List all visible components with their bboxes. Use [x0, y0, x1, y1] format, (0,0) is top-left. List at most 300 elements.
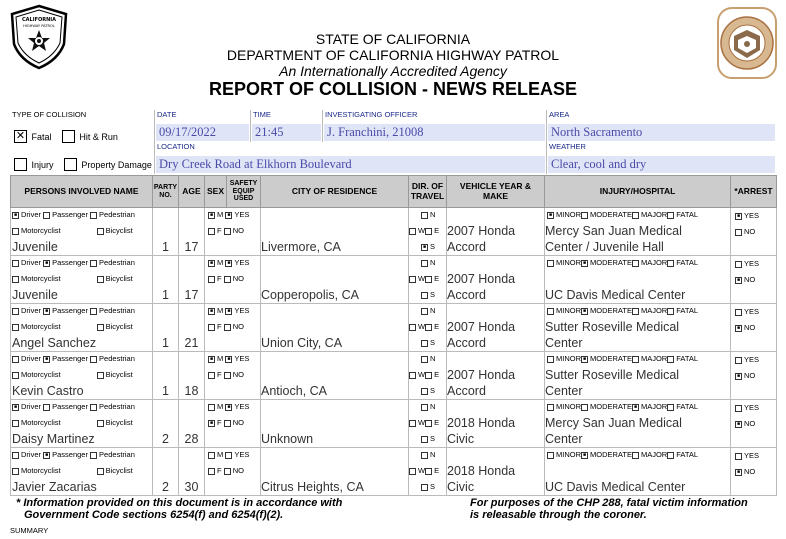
arrest-yes-label: YES: [744, 211, 760, 220]
persons-cell: [11, 256, 153, 304]
motorcyclist-label: Motorcyclist: [21, 274, 61, 283]
arrest-yes-checkbox[interactable]: [735, 261, 742, 268]
bicyclist-label: Bicyclist: [105, 226, 133, 235]
vehicle-cell: [447, 400, 545, 448]
vehicle-cell: [447, 448, 545, 496]
injury-fatal-label: FATAL: [676, 354, 699, 363]
arrest-no-checkbox[interactable]: [735, 421, 742, 428]
person-age: 28: [184, 432, 199, 446]
injury-minor-label: MINOR: [556, 354, 581, 363]
vehicle-model: Accord: [447, 240, 486, 254]
party-cell: [153, 208, 179, 256]
age-cell: [179, 256, 205, 304]
dir-w-checkbox[interactable]: [409, 324, 416, 331]
dir-w-label: W: [418, 274, 426, 283]
injury-major-checkbox[interactable]: [632, 212, 639, 219]
location-value: Dry Creek Road at Elkhorn Boulevard: [156, 156, 545, 173]
city-of-residence: Unknown: [261, 432, 314, 446]
svg-text:CALIFORNIA: CALIFORNIA: [21, 17, 57, 23]
vehicle-cell: [447, 304, 545, 352]
persons-cell: [11, 400, 153, 448]
arrest-yes-label: YES: [744, 451, 760, 460]
dir-n-checkbox[interactable]: [421, 212, 428, 219]
arrest-yes-checkbox[interactable]: [735, 453, 742, 460]
injury-major-checkbox[interactable]: [632, 452, 639, 459]
vehicle-year: 2007 Honda: [447, 368, 516, 382]
driver-checkbox[interactable]: [12, 212, 19, 219]
residence-cell: [261, 448, 409, 496]
sex-m-label: M: [217, 402, 224, 411]
sex-m-checkbox[interactable]: [208, 356, 215, 363]
safety-no-checkbox[interactable]: [224, 276, 231, 283]
injury-major-label: MAJOR: [640, 450, 668, 459]
injury-moderate-label: MODERATE: [590, 402, 632, 411]
dir-cell: [409, 256, 447, 304]
hospital-line2: Center: [545, 336, 583, 350]
injury-fatal-label: FATAL: [676, 450, 699, 459]
city-of-residence: Union City, CA: [261, 336, 343, 350]
injury-fatal-label: FATAL: [676, 258, 699, 267]
safety-no-checkbox[interactable]: [224, 468, 231, 475]
location-field[interactable]: [154, 142, 546, 174]
vehicle-cell: [447, 208, 545, 256]
sex-m-label: M: [217, 258, 224, 267]
sex-m-checkbox[interactable]: [208, 260, 215, 267]
party-number: 1: [162, 336, 169, 350]
pedestrian-checkbox[interactable]: [90, 452, 97, 459]
injury-major-checkbox[interactable]: [632, 404, 639, 411]
pedestrian-checkbox[interactable]: [90, 260, 97, 267]
dir-s-checkbox[interactable]: [421, 292, 428, 299]
dir-w-label: W: [418, 418, 426, 427]
safety-yes-label: YES: [234, 306, 250, 315]
dir-w-label: W: [418, 226, 426, 235]
injury-major-label: MAJOR: [640, 210, 668, 219]
sex-f-checkbox[interactable]: [208, 228, 215, 235]
party-number: 2: [162, 432, 169, 446]
safety-no-checkbox[interactable]: [224, 324, 231, 331]
weather-field[interactable]: [546, 142, 776, 174]
city-of-residence: Copperopolis, CA: [261, 288, 359, 302]
dir-n-checkbox[interactable]: [421, 308, 428, 315]
injury-minor-checkbox[interactable]: [547, 452, 554, 459]
motorcyclist-checkbox[interactable]: [12, 276, 19, 283]
arrest-yes-checkbox[interactable]: [735, 357, 742, 364]
passenger-label: Passenger: [52, 210, 88, 219]
property-damage-checkbox[interactable]: [64, 158, 77, 171]
vehicle-cell: [447, 352, 545, 400]
property-damage-label: Property Damage: [81, 159, 152, 170]
safety-yes-checkbox[interactable]: [225, 260, 232, 267]
dir-e-checkbox[interactable]: [425, 228, 432, 235]
bicyclist-checkbox[interactable]: [97, 276, 104, 283]
dir-s-checkbox[interactable]: [421, 436, 428, 443]
vehicle-year: 2018 Honda: [447, 464, 516, 478]
arrest-yes-checkbox[interactable]: [735, 213, 742, 220]
dir-n-checkbox[interactable]: [421, 356, 428, 363]
city-of-residence: Citrus Heights, CA: [261, 480, 364, 494]
driver-checkbox[interactable]: [12, 356, 19, 363]
safety-no-checkbox[interactable]: [224, 228, 231, 235]
arrest-no-checkbox[interactable]: [735, 277, 742, 284]
injury-moderate-checkbox[interactable]: [581, 356, 588, 363]
dir-n-checkbox[interactable]: [421, 260, 428, 267]
injury-major-checkbox[interactable]: [632, 308, 639, 315]
injury-fatal-checkbox[interactable]: [667, 308, 674, 315]
party-number: 1: [162, 384, 169, 398]
time-label: TIME: [253, 110, 271, 119]
dir-e-checkbox[interactable]: [425, 372, 432, 379]
table-row: [11, 256, 777, 304]
injury-minor-checkbox[interactable]: [547, 356, 554, 363]
arrest-no-label: NO: [744, 323, 756, 332]
col-arrest: *ARREST: [731, 176, 777, 208]
col-safety: SAFETY EQUIP USED: [227, 176, 261, 208]
injury-major-checkbox[interactable]: [632, 356, 639, 363]
injury-major-label: MAJOR: [640, 258, 668, 267]
injury-minor-checkbox[interactable]: [547, 404, 554, 411]
dir-s-label: S: [430, 482, 436, 491]
dir-w-label: W: [418, 466, 426, 475]
sex-m-checkbox[interactable]: [208, 404, 215, 411]
dir-s-checkbox[interactable]: [421, 484, 428, 491]
date-value: 09/17/2022: [156, 124, 249, 141]
injury-moderate-checkbox[interactable]: [581, 260, 588, 267]
investigating-officer-field[interactable]: [322, 110, 546, 142]
arrest-no-label: NO: [744, 371, 756, 380]
footer-left-line1: * Information provided on this document is in accordance with: [16, 497, 343, 509]
persons-cell: [11, 304, 153, 352]
arrest-cell: [731, 304, 777, 352]
bicyclist-checkbox[interactable]: [97, 228, 104, 235]
party-cell: [153, 352, 179, 400]
footer-disclaimer-right: [470, 497, 748, 521]
injury-minor-label: MINOR: [556, 306, 581, 315]
dir-w-checkbox[interactable]: [409, 276, 416, 283]
bicyclist-label: Bicyclist: [105, 322, 133, 331]
driver-checkbox[interactable]: [12, 452, 19, 459]
hospital-line2: UC Davis Medical Center: [545, 480, 686, 494]
hospital-line2: Center: [545, 384, 583, 398]
sex-m-label: M: [217, 450, 224, 459]
sex-f-label: F: [217, 466, 222, 475]
injury-moderate-checkbox[interactable]: [581, 308, 588, 315]
bicyclist-checkbox[interactable]: [97, 372, 104, 379]
sex-safety-cell: [205, 304, 261, 352]
injury-fatal-checkbox[interactable]: [667, 260, 674, 267]
summary-label: SUMMARY: [10, 526, 49, 535]
time-field[interactable]: [250, 110, 322, 142]
passenger-label: Passenger: [52, 354, 88, 363]
person-age: 17: [184, 288, 199, 302]
weather-value: Clear, cool and dry: [548, 156, 775, 173]
injury-minor-checkbox[interactable]: [547, 308, 554, 315]
arrest-yes-checkbox[interactable]: [735, 309, 742, 316]
col-age: AGE: [179, 176, 205, 208]
sex-m-label: M: [217, 306, 224, 315]
driver-checkbox[interactable]: [12, 308, 19, 315]
table-row: [11, 352, 777, 400]
motorcyclist-checkbox[interactable]: [12, 324, 19, 331]
arrest-yes-checkbox[interactable]: [735, 405, 742, 412]
passenger-checkbox[interactable]: [43, 404, 50, 411]
driver-label: Driver: [21, 210, 41, 219]
motorcyclist-checkbox[interactable]: [12, 228, 19, 235]
vehicle-model: Accord: [447, 288, 486, 302]
area-value: North Sacramento: [548, 124, 775, 141]
driver-checkbox[interactable]: [12, 404, 19, 411]
persons-cell: [11, 448, 153, 496]
vehicle-year: 2018 Honda: [447, 416, 516, 430]
sex-f-checkbox[interactable]: [208, 420, 215, 427]
dir-cell: [409, 448, 447, 496]
arrest-cell: [731, 448, 777, 496]
sex-f-label: F: [217, 226, 222, 235]
age-cell: [179, 448, 205, 496]
passenger-checkbox[interactable]: [43, 356, 50, 363]
arrest-yes-label: YES: [744, 307, 760, 316]
table-row: [11, 400, 777, 448]
footer-right-line2: is releasable through the coroner.: [470, 509, 647, 521]
motorcyclist-label: Motorcyclist: [21, 370, 61, 379]
hospital-line1: Sutter Roseville Medical: [545, 320, 680, 334]
safety-yes-checkbox[interactable]: [225, 404, 232, 411]
injury-minor-label: MINOR: [556, 402, 581, 411]
sex-f-label: F: [217, 322, 222, 331]
vehicle-year: 2007 Honda: [447, 272, 516, 286]
dir-w-label: W: [418, 322, 426, 331]
motorcyclist-checkbox[interactable]: [12, 420, 19, 427]
passenger-checkbox[interactable]: [43, 212, 50, 219]
safety-no-label: NO: [232, 274, 244, 283]
injury-moderate-label: MODERATE: [590, 258, 632, 267]
driver-checkbox[interactable]: [12, 260, 19, 267]
injury-moderate-label: MODERATE: [590, 450, 632, 459]
dir-w-checkbox[interactable]: [409, 372, 416, 379]
motorcyclist-label: Motorcyclist: [21, 418, 61, 427]
hit-and-run-checkbox[interactable]: [62, 130, 75, 143]
injury-major-label: MAJOR: [640, 306, 668, 315]
dir-n-label: N: [430, 450, 436, 459]
vehicle-model: Civic: [447, 480, 475, 494]
arrest-no-checkbox[interactable]: [735, 325, 742, 332]
injury-moderate-label: MODERATE: [590, 306, 632, 315]
report-header: [0, 0, 786, 108]
sex-m-checkbox[interactable]: [208, 452, 215, 459]
sex-f-label: F: [217, 418, 222, 427]
injury-cell: [545, 304, 731, 352]
injury-major-label: MAJOR: [640, 354, 668, 363]
injury-minor-checkbox[interactable]: [547, 212, 554, 219]
sex-f-label: F: [217, 370, 222, 379]
person-name: Juvenile: [12, 240, 58, 254]
location-label: LOCATION: [157, 142, 195, 151]
safety-no-label: NO: [232, 418, 244, 427]
vehicle-cell: [447, 256, 545, 304]
hospital-line1: Mercy San Juan Medical: [545, 416, 682, 430]
agency-tagline: An Internationally Accredited Agency: [279, 63, 507, 79]
dir-n-label: N: [430, 354, 436, 363]
dir-e-checkbox[interactable]: [425, 420, 432, 427]
dir-w-checkbox[interactable]: [409, 420, 416, 427]
bicyclist-label: Bicyclist: [105, 370, 133, 379]
arrest-cell: [731, 352, 777, 400]
dir-e-checkbox[interactable]: [425, 468, 432, 475]
dir-cell: [409, 208, 447, 256]
dir-n-label: N: [430, 210, 436, 219]
residence-cell: [261, 208, 409, 256]
dir-n-checkbox[interactable]: [421, 404, 428, 411]
age-cell: [179, 208, 205, 256]
dir-s-checkbox[interactable]: [421, 388, 428, 395]
fatal-checkbox[interactable]: ✕: [15, 130, 26, 143]
pedestrian-label: Pedestrian: [99, 210, 135, 219]
injury-moderate-checkbox[interactable]: [581, 404, 588, 411]
motorcyclist-checkbox[interactable]: [12, 468, 19, 475]
department-name: DEPARTMENT OF CALIFORNIA HIGHWAY PATROL: [226, 47, 560, 63]
dir-cell: [409, 304, 447, 352]
arrest-no-label: NO: [744, 419, 756, 428]
bicyclist-checkbox[interactable]: [97, 324, 104, 331]
motorcyclist-label: Motorcyclist: [21, 322, 61, 331]
dir-e-label: E: [434, 370, 440, 379]
injury-cell: [545, 448, 731, 496]
injury-cell: [545, 208, 731, 256]
passenger-label: Passenger: [52, 450, 88, 459]
area-field[interactable]: [546, 110, 776, 142]
sex-f-checkbox[interactable]: [208, 276, 215, 283]
arrest-no-label: NO: [744, 467, 756, 476]
passenger-checkbox[interactable]: [43, 308, 50, 315]
party-cell: [153, 448, 179, 496]
person-name: Kevin Castro: [12, 384, 84, 398]
dir-n-label: N: [430, 306, 436, 315]
person-name: Daisy Martinez: [12, 432, 95, 446]
motorcyclist-label: Motorcyclist: [21, 466, 61, 475]
hospital-line1: Mercy San Juan Medical: [545, 224, 682, 238]
table-row: [11, 208, 777, 256]
dir-e-checkbox[interactable]: [425, 324, 432, 331]
safety-no-checkbox[interactable]: [224, 372, 231, 379]
dir-w-checkbox[interactable]: [409, 468, 416, 475]
injury-minor-label: MINOR: [556, 450, 581, 459]
arrest-yes-label: YES: [744, 259, 760, 268]
dir-s-label: S: [430, 338, 436, 347]
injury-fatal-checkbox[interactable]: [667, 212, 674, 219]
safety-yes-checkbox[interactable]: [225, 356, 232, 363]
injury-major-label: MAJOR: [640, 402, 668, 411]
passenger-checkbox[interactable]: [43, 452, 50, 459]
arrest-cell: [731, 256, 777, 304]
injury-cell: [545, 256, 731, 304]
residence-cell: [261, 400, 409, 448]
pedestrian-checkbox[interactable]: [90, 356, 97, 363]
dir-e-label: E: [434, 322, 440, 331]
dir-s-checkbox[interactable]: [421, 244, 428, 251]
driver-label: Driver: [21, 258, 41, 267]
dir-s-checkbox[interactable]: [421, 340, 428, 347]
party-cell: [153, 400, 179, 448]
motorcyclist-checkbox[interactable]: [12, 372, 19, 379]
date-field[interactable]: [154, 110, 250, 142]
injury-minor-label: MINOR: [556, 210, 581, 219]
dir-n-checkbox[interactable]: [421, 452, 428, 459]
sex-f-checkbox[interactable]: [208, 324, 215, 331]
injury-minor-label: MINOR: [556, 258, 581, 267]
passenger-checkbox[interactable]: [43, 260, 50, 267]
sex-m-checkbox[interactable]: [208, 212, 215, 219]
pedestrian-checkbox[interactable]: [90, 212, 97, 219]
injury-minor-checkbox[interactable]: [547, 260, 554, 267]
sex-f-checkbox[interactable]: [208, 468, 215, 475]
arrest-no-checkbox[interactable]: [735, 229, 742, 236]
table-row: [11, 304, 777, 352]
hospital-line2: Center: [545, 432, 583, 446]
dir-e-checkbox[interactable]: [425, 276, 432, 283]
safety-no-checkbox[interactable]: [224, 420, 231, 427]
safety-yes-checkbox[interactable]: [225, 212, 232, 219]
injury-fatal-checkbox[interactable]: [667, 356, 674, 363]
safety-no-label: NO: [232, 466, 244, 475]
arrest-no-label: NO: [744, 275, 756, 284]
injury-moderate-checkbox[interactable]: [581, 212, 588, 219]
safety-yes-checkbox[interactable]: [225, 452, 232, 459]
safety-no-label: NO: [232, 226, 244, 235]
pedestrian-checkbox[interactable]: [90, 404, 97, 411]
sex-f-checkbox[interactable]: [208, 372, 215, 379]
injury-cell: [545, 400, 731, 448]
party-number: 2: [162, 480, 169, 494]
arrest-no-checkbox[interactable]: [735, 469, 742, 476]
safety-yes-label: YES: [234, 402, 250, 411]
dir-s-label: S: [430, 434, 436, 443]
footer-right-line1: For purposes of the CHP 288, fatal victim information: [470, 497, 748, 509]
persons-cell: [11, 352, 153, 400]
pedestrian-label: Pedestrian: [99, 306, 135, 315]
arrest-no-checkbox[interactable]: [735, 373, 742, 380]
type-of-collision-label: TYPE OF COLLISION: [12, 110, 87, 119]
pedestrian-checkbox[interactable]: [90, 308, 97, 315]
injury-checkbox[interactable]: [14, 158, 27, 171]
dir-cell: [409, 352, 447, 400]
col-persons: PERSONS INVOLVED NAME: [11, 176, 153, 208]
injury-fatal-checkbox[interactable]: [667, 404, 674, 411]
arrest-no-label: NO: [744, 227, 756, 236]
bicyclist-label: Bicyclist: [105, 418, 133, 427]
injury-moderate-checkbox[interactable]: [581, 452, 588, 459]
person-name: Juvenile: [12, 288, 58, 302]
sex-f-label: F: [217, 274, 222, 283]
safety-no-label: NO: [232, 322, 244, 331]
injury-fatal-label: FATAL: [676, 402, 699, 411]
sex-m-checkbox[interactable]: [208, 308, 215, 315]
age-cell: [179, 400, 205, 448]
injury-major-checkbox[interactable]: [632, 260, 639, 267]
arrest-cell: [731, 400, 777, 448]
col-sex: SEX: [205, 176, 227, 208]
injury-fatal-label: FATAL: [676, 306, 699, 315]
svg-text:HIGHWAY PATROL: HIGHWAY PATROL: [23, 24, 55, 28]
arrest-yes-label: YES: [744, 355, 760, 364]
injury-fatal-checkbox[interactable]: [667, 452, 674, 459]
incident-info-grid: [10, 110, 776, 174]
bicyclist-checkbox[interactable]: [97, 420, 104, 427]
dir-w-checkbox[interactable]: [409, 228, 416, 235]
bicyclist-checkbox[interactable]: [97, 468, 104, 475]
type-of-collision: [10, 110, 154, 174]
bicyclist-label: Bicyclist: [105, 274, 133, 283]
safety-yes-checkbox[interactable]: [225, 308, 232, 315]
